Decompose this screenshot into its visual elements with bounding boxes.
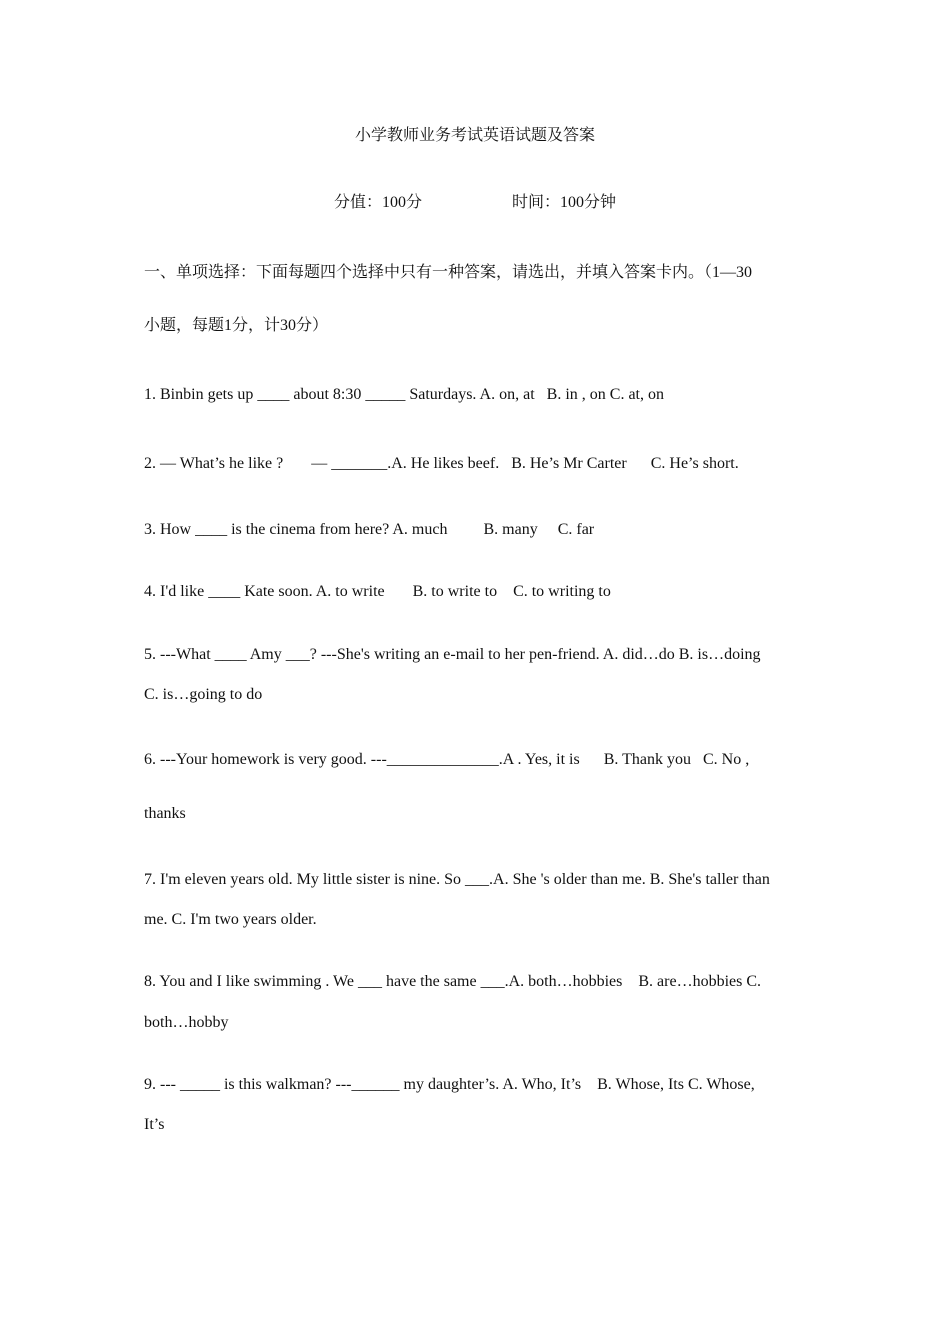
question-6-line-1: 6. ---Your homework is very good. ---______________.A . Yes, it is B. Thank you C. No ,	[144, 751, 750, 768]
question-9-line-1: 9. --- _____ is this walkman? ---______ my daughter’s. A. Who, It’s B. Whose, Its C. Whose,	[144, 1076, 755, 1093]
document-title: 小学教师业务考试英语试题及答案	[354, 127, 595, 144]
question-5-line-1: 5. ---What ____ Amy ___? ---She's writing an e-mail to her pen-friend. A. did…do B. is…doing	[144, 646, 761, 663]
question-6-line-2: thanks	[144, 805, 186, 822]
exam-meta	[0, 193, 950, 213]
question-5-line-2: C. is…going to do	[144, 686, 263, 703]
score-label: 分值：100分	[333, 194, 422, 211]
question-3: 3. How ____ is the cinema from here? A. much B. many C. far	[144, 521, 595, 538]
question-7-line-1: 7. I'm eleven years old. My little sister is nine. So ___.A. She 's older than me. B. She's taller than	[144, 871, 770, 888]
question-1: 1. Binbin gets up ____ about 8:30 _____ Saturdays. A. on, at B. in , on C. at, on	[144, 386, 664, 403]
question-8-line-2: both…hobby	[144, 1014, 229, 1031]
section-heading-line-1: 一、单项选择：下面每题四个选择中只有一种答案，请选出，并填入答案卡内。（1—30	[144, 264, 753, 281]
question-7-line-2: me. C. I'm two years older.	[144, 911, 317, 928]
question-2: 2. — What’s he like ? — _______.A. He likes beef. B. He’s Mr Carter C. He’s short.	[144, 455, 739, 472]
question-4: 4. I'd like ____ Kate soon. A. to write B. to write to C. to writing to	[144, 583, 611, 600]
section-heading-line-2: 小题，每题1分，计30分）	[144, 317, 329, 334]
question-8-line-1: 8. You and I like swimming . We ___ have the same ___.A. both…hobbies B. are…hobbies C.	[144, 973, 762, 990]
question-9-line-2: It’s	[144, 1116, 165, 1133]
time-label: 时间：100分钟	[512, 194, 617, 211]
